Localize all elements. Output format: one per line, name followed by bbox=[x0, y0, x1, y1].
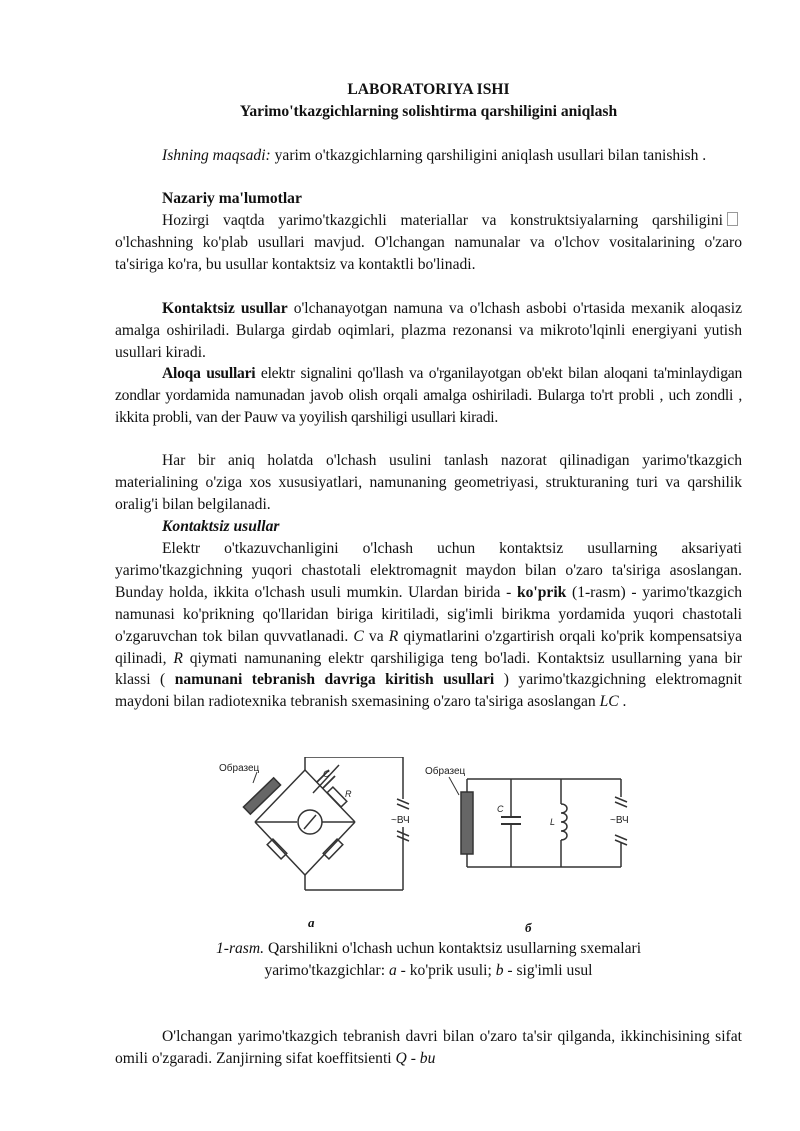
c-label-a: C bbox=[323, 769, 330, 779]
caption-fig-number: 1-rasm. bbox=[215, 940, 265, 957]
symbol-r: R bbox=[388, 627, 399, 645]
purpose-label: Ishning maqsadi: bbox=[162, 147, 271, 164]
contactless-text: o'lchanayotgan namuna va o'lchash asbobi o'rtasida mexanik aloqasiz amalga oshiriladi. Bulargа girdab oqimlari, plazma rezonansi va mikroto'lqinli energiyani yutish usullari kiradi. bbox=[115, 300, 742, 361]
document-subtitle: Yarimo'tkazgichlarning solishtirma qarshiligini aniqlash bbox=[239, 103, 618, 120]
figure-label-a: а bbox=[308, 915, 315, 930]
r-label-a: R bbox=[345, 789, 352, 799]
contactless-paragraph bbox=[115, 298, 742, 364]
intro-text-after: o'lchashning ko'plab usullari mavjud. O'lchangan namunalar va o'lchov vositalarining o'zaro ta'siriga ko'ra, bu usullar kontaktsiz va kontaktli bo'linadi. bbox=[115, 233, 742, 273]
caption-text-3: - ko'prik usuli; bbox=[396, 962, 496, 979]
caption-text-1: Qarshilikni o'lchash uchun kontaktsiz usullarning sxemalari bbox=[264, 940, 642, 957]
purpose-paragraph bbox=[115, 145, 742, 167]
bridge-text-4: qiymatlarini o'zgartirish orqali ko'prik kompensatsiya qilinadi, bbox=[115, 627, 743, 667]
bridge-text-7: . bbox=[618, 693, 627, 711]
contact-bold: Aloqa usullari bbox=[162, 365, 256, 382]
sample-label-b: Образец bbox=[425, 766, 466, 777]
bridge-bold-method: namunani tebranish davriga kiritish usullari bbox=[174, 671, 495, 689]
symbol-lc: LC bbox=[599, 693, 619, 711]
choice-paragraph: Har bir aniq holatda o'lchash usulini tanlash nazorat qilinadigan yarimo'tkazgich materialining o'ziga xos xususiyatlari, namunaning geometriyasi, strukturaning turi va qarshilik oralig'i bilan belgilanadi. bbox=[115, 452, 742, 513]
bridge-text-5: qiymati namunaning elektr qarshiligiga teng bo'ladi. Kontaktsiz usullarning yana bir klassi ( bbox=[115, 649, 742, 689]
circuit-figure bbox=[205, 757, 655, 935]
purpose-text: yarim o'tkazgichlarning qarshiligini aniqlash usullari bilan tanishish . bbox=[270, 147, 707, 164]
contactless-bold: Kontaktsiz usullar bbox=[162, 300, 288, 317]
circuit-diagrams bbox=[205, 757, 655, 932]
rho-symbol-placeholder-icon bbox=[727, 212, 738, 226]
contact-text: elektr signalini qo'llash va o'rganilayotgan ob'ekt bilan aloqani ta'minlaydigan zondlar yordamida namunadan javob olish orqali amalga oshiriladi. Bularga to'rt probli , uch zondli , ikkita probli, van der Pauw va yoyilish qarshiligi usullari kiradi. bbox=[115, 365, 742, 426]
bridge-paragraph bbox=[115, 538, 742, 713]
vch-label-b: ~ВЧ bbox=[610, 815, 629, 826]
intro-paragraph bbox=[115, 210, 742, 276]
theory-heading: Nazariy ma'lumotlar bbox=[162, 190, 302, 207]
caption-b: b bbox=[495, 962, 504, 979]
figure-label-b: б bbox=[525, 920, 532, 935]
intro-text-before: Hozirgi vaqtda yarimo'tkazgichli materiallar va konstruktsiyalarning qarshiligini bbox=[162, 212, 723, 229]
c-label-b: C bbox=[497, 804, 504, 814]
vch-label-a: ~ВЧ bbox=[391, 815, 410, 826]
sample-label-a: Образец bbox=[219, 763, 260, 774]
last-italic: Q - bu bbox=[395, 1049, 436, 1067]
caption-text-4: - sig'imli usul bbox=[503, 962, 593, 979]
caption-a: a bbox=[388, 962, 397, 979]
bridge-text-2: (1-rasm) - yarimo'tkazgich namunasi ko'prikning qo'llaridan biriga kiritiladi, sig'imli birikma yordamida yuqori chastotali o'zgaruvchan tok bilan quvvatlanadi. bbox=[115, 583, 742, 645]
bridge-bold-koprik: ko'prik bbox=[516, 583, 567, 601]
figure-caption-line2 bbox=[115, 960, 742, 982]
document-title: LABORATORIYA ISHI bbox=[347, 81, 510, 98]
bridge-text-3: va bbox=[363, 627, 389, 645]
symbol-c: C bbox=[353, 627, 364, 645]
caption-text-2: yarimo'tkazgichlar: bbox=[264, 962, 389, 979]
symbol-r-2: R bbox=[173, 649, 183, 667]
last-text: O'lchangan yarimo'tkazgich tebranish davri bilan o'zaro ta'sir qilganda, ikkinchisining sifat omili o'zgaradi. Zanjirning sifat koeffitsienti bbox=[115, 1028, 742, 1067]
bridge-text-6: ) yarimo'tkazgichning elektromagnit maydoni bilan radiotexnika tebranish sxemasining o'zaro ta'siriga asoslangan bbox=[115, 671, 743, 711]
contactless-heading: Kontaktsiz usullar bbox=[162, 518, 280, 535]
bridge-text-1: Elektr o'tkazuvchanligini o'lchash uchun kontaktsiz usullarning aksariyati yarimo'tkazgichning yuqori chastotali elektromagnit maydon bilan o'zaro ta'siriga asoslangan. Bunday holda, ikkita o'lchash usuli mumkin. Ulardan birida - bbox=[115, 540, 742, 601]
last-paragraph bbox=[115, 1026, 742, 1070]
figure-caption-line1 bbox=[115, 938, 742, 960]
l-label-b: L bbox=[550, 817, 556, 827]
contact-paragraph bbox=[115, 363, 742, 429]
